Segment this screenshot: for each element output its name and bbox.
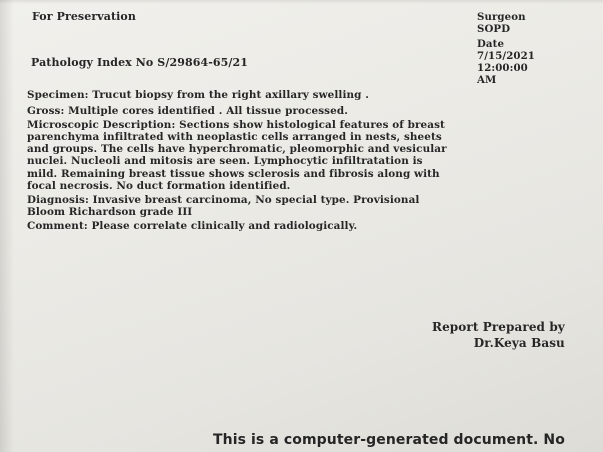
diagnosis: [27, 194, 447, 218]
microscopic-line: mild. Remaining breast tissue shows sclerosis and fibrosis along with: [27, 167, 440, 180]
for-preservation-label: For Preservation: [32, 10, 136, 23]
pathology-index-number: Pathology Index No S/29864-65/21: [31, 56, 249, 69]
report-body: [27, 89, 447, 232]
microscopic-line: focal necrosis. No duct formation identified.: [27, 179, 291, 192]
date-value: 7/15/2021: [477, 49, 535, 62]
ampm-value: AM: [477, 74, 497, 87]
computer-generated-note: This is a computer-generated document. No: [213, 432, 565, 448]
gross-line: Gross: Multiple cores identified . All tissue processed.: [27, 105, 348, 118]
signature-block: [432, 319, 565, 351]
microscopic-description: [27, 119, 447, 192]
page-edge-shadow: [0, 0, 14, 452]
microscopic-line: Microscopic Description: Sections show histological features of breast: [27, 119, 445, 132]
time-value: 12:00:00: [477, 62, 528, 75]
diagnosis-line: Diagnosis: Invasive breast carcinoma, No special type. Provisional: [27, 193, 420, 206]
doctor-name: Dr.Keya Basu: [473, 336, 565, 350]
microscopic-line: and groups. The cells have hyperchromatic, pleomorphic and vesicular: [27, 143, 447, 156]
department-value: SOPD: [477, 23, 511, 36]
date-label: Date: [477, 37, 505, 50]
comment-line: Comment: Please correlate clinically and radiologically.: [27, 219, 358, 232]
request-info-block: [477, 11, 535, 87]
surgeon-label: Surgeon: [477, 11, 526, 23]
microscopic-line: nuclei. Nucleoli and mitosis are seen. Lymphocytic infiltratation is: [27, 155, 423, 168]
specimen-line: Specimen: Trucut biopsy from the right axillary swelling .: [27, 89, 369, 101]
page-top-shadow: [0, 0, 603, 4]
microscopic-line: parenchyma infiltrated with neoplastic cells arranged in nests, sheets: [27, 131, 442, 144]
diagnosis-line: Bloom Richardson grade III: [27, 205, 193, 218]
prepared-by-label: Report Prepared by: [432, 320, 565, 334]
